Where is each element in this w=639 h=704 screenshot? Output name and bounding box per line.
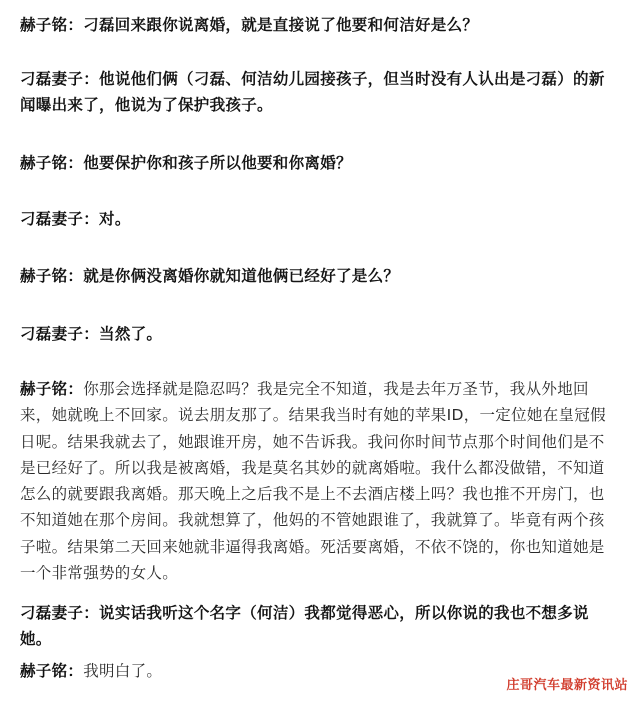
dialogue-text: 他说他们俩（刁磊、何洁幼儿园接孩子，但当时没有人认出是刁磊）的新闻曝出来了，他说为了保护我孩子。 — [20, 70, 605, 114]
transcript-line-7 — [20, 376, 620, 586]
dialogue-text: 就是你俩没离婚你就知道他俩已经好了是么？ — [83, 267, 400, 285]
speaker-label: 赫子铭： — [20, 267, 84, 285]
dialogue-text: 刁磊回来跟你说离婚，就是直接说了他要和何洁好是么？ — [83, 16, 479, 34]
dialogue-text: 我明白了。 — [83, 662, 163, 680]
speaker-label: 刁磊妻子： — [20, 604, 100, 622]
speaker-label: 刁磊妻子： — [20, 70, 100, 88]
transcript-line-2 — [20, 66, 620, 118]
transcript-line-8 — [20, 600, 620, 652]
transcript-line-4 — [20, 206, 620, 232]
source-watermark: 庄哥汽车最新资讯站 — [503, 673, 631, 694]
speaker-label: 赫子铭： — [20, 16, 84, 34]
dialogue-text: 说实话我听这个名字（何洁）我都觉得恶心，所以你说的我也不想多说她。 — [20, 604, 589, 648]
transcript-line-1 — [20, 12, 620, 38]
dialogue-text: 对。 — [99, 210, 131, 228]
transcript-line-5 — [20, 263, 620, 289]
dialogue-text: 他要保护你和孩子所以他要和你离婚？ — [83, 154, 352, 172]
speaker-label: 赫子铭： — [20, 380, 84, 398]
transcript-line-3 — [20, 150, 620, 176]
transcript-line-6 — [20, 321, 620, 347]
speaker-label: 赫子铭： — [20, 662, 84, 680]
speaker-label: 刁磊妻子： — [20, 325, 100, 343]
dialogue-text: 当然了。 — [99, 325, 163, 343]
speaker-label: 赫子铭： — [20, 154, 84, 172]
speaker-label: 刁磊妻子： — [20, 210, 100, 228]
dialogue-text: 你那会选择就是隐忍吗？我是完全不知道，我是去年万圣节，我从外地回来，她就晚上不回家。说去朋友那了。结果我当时有她的苹果ID，一定位她在皇冠假日呢。结果我就去了，她跟谁开房，她不告诉我。我问你时间节点那个时间他们是不是已经好了。所以我是被离婚，我是莫名其妙的就离婚啦。我什么都没做错，不知道怎么的就要跟我离婚。那天晚上之后我不是上不去酒店楼上吗？我也推不开房门，也不知道她在那个房间。我就想算了，他妈的不管她跟谁了，我就算了。毕竟有两个孩子啦。结果第二天回来她就非逼得我离婚。死活要离婚，不依不饶的，你也知道她是一个非常强势的女人。 — [20, 380, 606, 583]
